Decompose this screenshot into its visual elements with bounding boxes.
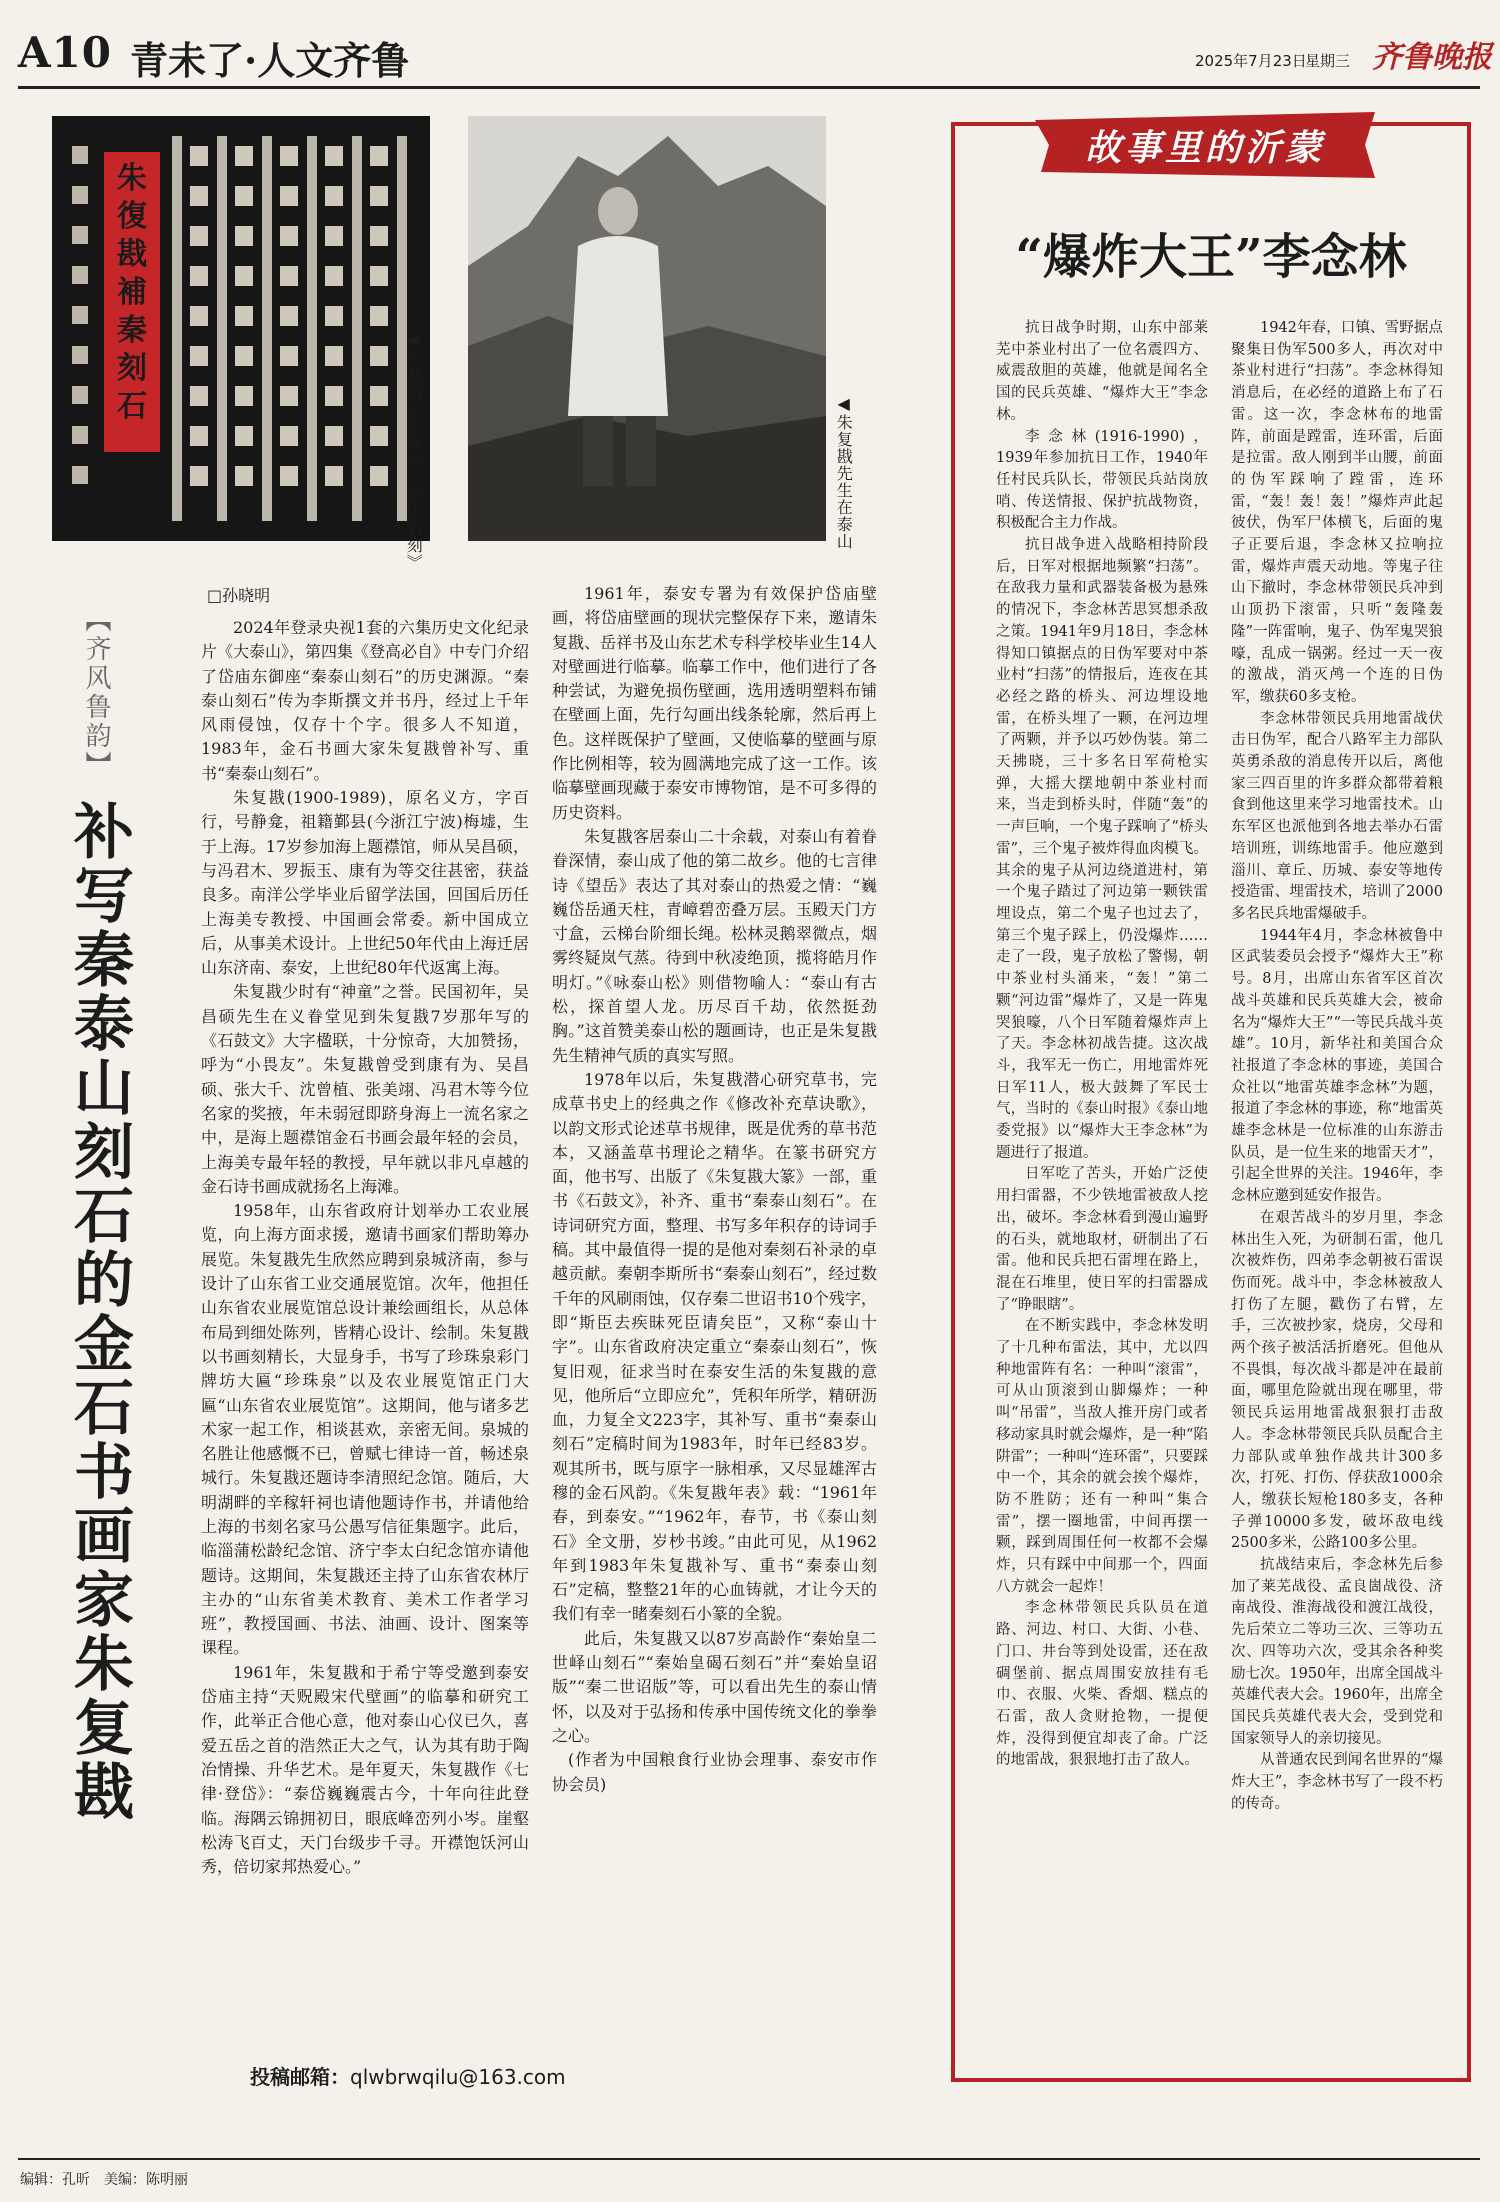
article-paragraph: 此后，朱复戡又以87岁高龄作“秦始皇二世峄山刻石”“秦始皇碣石刻石”并“秦始皇诏版”“秦二世诏版”等，可以看出先生的泰山情怀，以及对于弘扬和传承中国传统文化的拳拳之心。 xyxy=(552,1628,877,1745)
page-number: A10 xyxy=(18,28,113,77)
article-paragraph: 1978年以后，朱复戡潜心研究草书，完成草书史上的经典之作《修改补充草诀歌》，以韵文形式论述草书规律，既是优秀的草书范本，又涵盖草书理论之精华。在篆书研究方面，他书写、出版了《朱复戡大篆》一部，重书《石鼓文》，补齐、重书“秦泰山刻石”。在诗词研究方面，整理、书写多年积存的诗词手稿。其中最值得一提的是他对秦刻石补录的卓越贡献。秦朝李斯所书“秦泰山刻石”，经过数千年的风刷雨蚀，仅存秦二世诏书10个残字，即“斯臣去疾昧死臣请矣臣”，又称“泰山十字”。山东省政府决定重立“秦泰山刻石”，恢复旧观，征求当时在泰安生活的朱复戡的意见，他所后“立即应允”，凭积年所学，精研沥血，力复全文223字，其补写、重书“秦泰山刻石”定稿时间为1983年，时年已经83岁。观其所书，既与原字一脉相承，又尽显雄浑古穆的金石风韵。《朱复戡年表》载：“1961年春，到泰安。”“1962年，春节，书《泰山刻石》全文册，岁杪书竣。”由此可见，从1962年到1983年朱复戡补写、重书“秦泰山刻石”定稿，整整21年的心血铸就，才让今天的我们有幸一睹秦刻石小篆的全貌。 xyxy=(552,1069,877,1624)
article-paragraph: 朱复戡(1900-1989)，原名义方，字百行，号静龛，祖籍鄞县(今浙江宁波)梅墟，生于上海。17岁参加海上题襟馆，师从吴昌硕，与冯君木、罗振玉、康有为等交往甚密，获益良多。南洋公学毕业后留学法国，回国后历任上海美专教授、中国画会常委。新中国成立后，从事美术设计。上世纪50年代由上海迁居山东济南、泰安，上世纪80年代返寓上海。 xyxy=(201,788,529,978)
newspaper-logo: 齐鲁晚报 xyxy=(1372,40,1492,75)
article-paragraph: 2024年登录央视1套的六集历史文化纪录片《大泰山》，第四集《登高必自》中专门介绍了岱庙东御座“秦泰山刻石”的历史渊源。“秦泰山刻石”传为李斯撰文并书丹，经过上千年风雨侵蚀，仅存十个字。很多人不知道，1983年，金石书画大家朱复戡曾补写、重书“秦泰山刻石”。 xyxy=(201,618,530,783)
article-column-1 xyxy=(201,616,529,1879)
sidebar-paragraph: 抗日战争进入战略相持阶段后，日军对根据地频繁“扫荡”。在敌我力量和武器装备极为悬殊的情况下，李念林苦思冥想杀敌之策。1941年9月18日，李念林得知口镇据点的日伪军要对中茶业村“扫荡”的情报后，连夜在其必经之路的桥头、河边埋设地雷，在桥头埋了一颗，在河边埋了两颗，并予以巧妙伪装。第二天拂晓，三十多名日军荷枪实弹，大摇大摆地朝中茶业村而来，当走到桥头时，伴随“轰”的一声巨响，一个鬼子踩响了“桥头雷”，三个鬼子被炸得血肉模飞。其余的鬼子从河边绕道进村，第一个鬼子踏过了河边第一颗铁雷埋设点，第二个鬼子也过去了，第三个鬼子踩上，仍没爆炸……走了一段，鬼子放松了警惕，朝中茶业村头涌来，“轰！”第二颗“河边雷”爆炸了，又是一阵鬼哭狼嚎，八个日军随着爆炸声上了天。李念林初战告捷。这次战斗，我军无一伤亡，用地雷炸死日军11人，极大鼓舞了军民士气，当时的《泰山时报》《泰山地委党报》以“爆炸大王李念林”为题进行了报道。 xyxy=(996,537,1208,1161)
article-paragraph: 1958年，山东省政府计划举办工农业展览，向上海方面求援，邀请书画家们帮助筹办展览。朱复戡先生欣然应聘到泉城济南，参与设计了山东省工业交通展览馆。次年，他担任山东省农业展览馆总设计兼绘画组长，从总体布局到细处陈列，皆精心设计、绘制。朱复戡以书画刻精长，大显身手，书写了珍珠泉彩门牌坊大匾“珍珠泉”以及农业展览馆正门大匾“山东省农业展览馆”。这期间，他与诸多艺术家一起工作，相谈甚欢，亲密无间。泉城的名胜让他感慨不已，曾赋七律诗一首，畅述泉城行。朱复戡还题诗李清照纪念馆。随后，大明湖畔的辛稼轩祠也请他题诗作书，并请他给上海的书刻名家马公愚写信征集题字。此后，临淄蒲松龄纪念馆、济宁李太白纪念馆亦请他题诗。这期间，朱复戡还主持了山东省农林厅主办的“山东省美术教育、美术工作者学习班”，教授国画、书法、油画、设计、图案等课程。 xyxy=(201,1201,529,1658)
article-paragraph: 1961年，泰安专署为有效保护岱庙壁画，将岱庙壁画的现状完整保存下来，邀请朱复戡、岳祥书及山东艺术专科学校毕业生14人对壁画进行临摹。临摹工作中，他们进行了各种尝试，为避免损伤壁画，选用透明塑料布铺在壁画上面，先行勾画出线条轮廓，然后再上色。这样既保护了壁画，又使临摹的壁画与原作比例相等，较为圆满地完成了这一工作。该临摹壁画现藏于泰安市博物馆，是不可多得的历史资料。 xyxy=(552,584,877,822)
article-paragraph: 1961年，朱复戡和于希宁等受邀到泰安岱庙主持“天贶殿宋代壁画”的临摹和研究工作，此举正合他心意，他对泰山心仪已久，喜爱五岳之首的浩然正大之气，认为其有助于陶冶情操、升华艺术。是年夏天，朱复戡作《七律·登岱》：“泰岱巍巍震古今，十年向往此登临。海隅云锦拥初日，眼底峰峦列小岑。崖壑松涛飞百丈，天门台级步千寻。开襟饱饫河山秀，倍切家邦热爱心。” xyxy=(201,1662,529,1877)
submission-email xyxy=(250,2061,566,2090)
column-label: 【齐风鲁韵】 xyxy=(81,606,111,780)
svg-text:補: 補 xyxy=(117,275,147,310)
section-title: 青未了·人文齐鲁 xyxy=(130,38,410,83)
editor-credits: 编辑：孔昕 美编：陈明丽 xyxy=(20,2172,188,2188)
photo-caption-portrait: ◀朱复戡先生在泰山 xyxy=(834,394,854,550)
svg-text:石: 石 xyxy=(117,389,147,424)
sidebar-paragraph: 从普通农民到闻名世界的“爆炸大王”，李念林书写了一段不朽的传奇。 xyxy=(1231,1752,1443,1812)
footer-divider xyxy=(18,2158,1480,2160)
sidebar-column-2 xyxy=(1231,318,1443,1816)
sidebar-paragraph: 1944年4月，李念林被鲁中区武装委员会授予“爆炸大王”称号。8月，出席山东省军区首次战斗英雄和民兵英雄大会，被命名为“爆炸大王”“一等民兵战斗英雄”。10月，新华社和美国合众社报道了李念林的事迹，美国合众社以“地雷英雄李念林”为题，报道了李念林的事迹，称“地雷英雄李念林是一位标准的山东游击队员，是一位生来的地雷天才”，引起全世界的关注。1946年，李念林应邀到延安作报告。 xyxy=(1231,927,1443,1205)
svg-text:秦: 秦 xyxy=(117,313,147,348)
sidebar-banner: 故事里的沂蒙 xyxy=(1084,127,1325,169)
author-note: (作者为中国粮食行业协会理事、泰安市作协会员) xyxy=(552,1750,877,1794)
mount-tai-portrait-photo xyxy=(468,116,826,541)
submission-address[interactable]: qlwbrwqilu@163.com xyxy=(350,2065,566,2089)
submission-label: 投稿邮箱： xyxy=(250,2065,350,2089)
sidebar-paragraph: 李念林带领民兵队员在道路、河边、村口、大街、小巷、门口、井台等到处设雷，还在敌碉堡前、据点周围安放挂有毛巾、衣服、火柴、香烟、糕点的石雷，敌人贪财抢物，一提便炸，没得到便宜却丧了命。广泛的地雷战，狠狠地打击了敌人。 xyxy=(996,1600,1208,1769)
sidebar-paragraph: 在艰苦战斗的岁月里，李念林出生入死，为研制石雷，他几次被炸伤，四弟李念朝被石雷误伤而死。战斗中，李念林被敌人打伤了左腿，戳伤了右臂，左手，三次被抄家，烧房，父母和两个孩子被活活折磨死。但他从不畏惧，每次战斗都是冲在最前面，哪里危险就出现在哪里，带领民兵运用地雷战狠狠打击敌人。李念林带领民兵队员配合主力部队或单独作战共计300多次，打死、打伤、俘获敌1000余人，缴获长短枪180多支，各种子弹10000多发，破坏敌电线2500多米，公路100多公里。 xyxy=(1231,1209,1443,1552)
sidebar-paragraph: 在不断实践中，李念林发明了十几种布雷法，其中，尤以四种地雷阵有名：一种叫“滚雷”，可从山顶滚到山脚爆炸；一种叫“吊雷”，当敌人推开房门或者移动家具时就会爆炸，是一种“陷阱雷”；一种叫“连环雷”，只要踩中一个，其余的就会挨个爆炸，防不胜防；还有一种叫“集合雷”，摆一圈地雷，中间再摆一颗，踩到周围任何一枚都不会爆炸，只有踩中中间那一个，四面八方就会一起炸！ xyxy=(996,1318,1208,1595)
header-divider xyxy=(18,86,1480,89)
sidebar-paragraph: 1942年春，口镇、雪野据点聚集日伪军500多人，再次对中茶业村进行“扫荡”。李念林得知消息后，在必经的道路上布了石雷。这一次，李念林布的地雷阵，前面是蹚雷，连环雷，后面是拉雷。敌人刚到半山腰，前面的伪军踩响了蹚雷，连环雷，“轰！轰！轰！”爆炸声此起彼伏，伪军尸体横飞，后面的鬼子正要后退，李念林又拉响拉雷，爆炸声震天动地。等鬼子往山下撤时，李念林带领民兵冲到山顶扔下滚雷，只听“轰隆轰隆”一阵雷响，鬼子、伪军鬼哭狼嚎，乱成一锅粥。经过一天一夜的激战，消灭鸬一个连的日伪军，缴获60多支枪。 xyxy=(1231,320,1443,705)
sidebar-column-1 xyxy=(996,318,1208,1772)
issue-date: 2025年7月23日 xyxy=(1195,52,1307,70)
sidebar-paragraph: 抗日战争时期，山东中部莱芜中茶业村出了一位名震四方、威震敌胆的英雄，他就是闻名全国的民兵英雄、“爆炸大王”李念林。 xyxy=(996,320,1208,423)
svg-text:復: 復 xyxy=(117,199,147,234)
photo-caption-calligraphy: ◀朱复戡补写重书《泰山石刻》 xyxy=(404,330,424,571)
article-paragraph: 朱复戡少时有“神童”之誉。民国初年，吴昌硕先生在义眷堂见到朱复戡7岁那年写的《石鼓文》大字楹联，十分惊奇，大加赞扬，呼为“小畏友”。朱复戡曾受到康有为、吴昌硕、张大千、沈曾植、张美翊、冯君木等今位名家的奖掖，年未弱冠即跻身海上一流名家之中，是海上题襟馆金石书画会最年轻的会员，上海美专最年轻的教授，早年就以非凡卓越的金石诗书画成就扬名上海滩。 xyxy=(201,982,529,1196)
sidebar-paragraph: 李念林(1916-1990)，1939年参加抗日工作，1940年任村民兵队长，带领民兵站岗放哨、传送情报、保护抗战物资，积极配合主力作战。 xyxy=(996,428,1208,532)
calligraphy-book-photo xyxy=(52,116,430,541)
article-column-2 xyxy=(552,582,877,1797)
sidebar-paragraph: 日军吃了苦头，开始广泛使用扫雷器，不少铁地雷被敌人挖出，破坏。李念林看到漫山遍野的石头，就地取材，研制出了石雷。他和民兵把石雷埋在路上，混在石堆里，使日军的扫雷器成了“睁眼瞎”。 xyxy=(996,1166,1208,1313)
issue-weekday: 星期三 xyxy=(1305,52,1351,70)
svg-text:戡: 戡 xyxy=(117,237,147,272)
sidebar-title: “爆炸大王”李念林 xyxy=(1015,229,1407,285)
svg-text:刻: 刻 xyxy=(117,351,147,386)
article-author: □孙晓明 xyxy=(207,586,271,605)
sidebar-paragraph: 李念林带领民兵用地雷战伏击日伪军，配合八路军主力部队英勇杀敌的消息传开以后，离他家三四百里的许多群众都带着粮食到他这里来学习地雷技术。山东军区也派他到各地去举办石雷培训班，训练地雷手。他应邀到淄川、章丘、历城、泰安等地传授造雷、埋雷技术，培训了2000多名民兵地雷爆破手。 xyxy=(1231,710,1443,922)
article-headline: 补写秦泰山刻石的金石书画家朱复戡 xyxy=(64,800,134,1824)
sidebar-paragraph: 抗战结束后，李念林先后参加了莱芜战役、孟良崮战役、济南战役、淮海战役和渡江战役，先后荣立二等功三次、三等功五次、四等功六次，受其余各种奖励七次。1950年，出席全国战斗英雄代表大会。1960年，出席全国民兵英雄代表大会，受到党和国家领导人的亲切接见。 xyxy=(1231,1557,1443,1747)
svg-text:朱: 朱 xyxy=(117,161,147,196)
article-paragraph: 朱复戡客居泰山二十余载，对泰山有着眷眷深情，泰山成了他的第二故乡。他的七言律诗《望岳》表达了其对泰山的热爱之情：“巍巍岱岳通天柱，青嶂碧峦叠万层。玉殿天门方寸盒，云梯台阶细长绳。松林灵鹅翠微点，烟雾终疑岚气蒸。待到中秋凌绝顶，揽将皓月作明灯。”《咏泰山松》则借物喻人：“泰山有古松，探首望人龙。历尽百千劫，依然挺劲胸。”这首赞美泰山松的题画诗，也正是朱复戡先生精神气质的真实写照。 xyxy=(552,826,877,1065)
